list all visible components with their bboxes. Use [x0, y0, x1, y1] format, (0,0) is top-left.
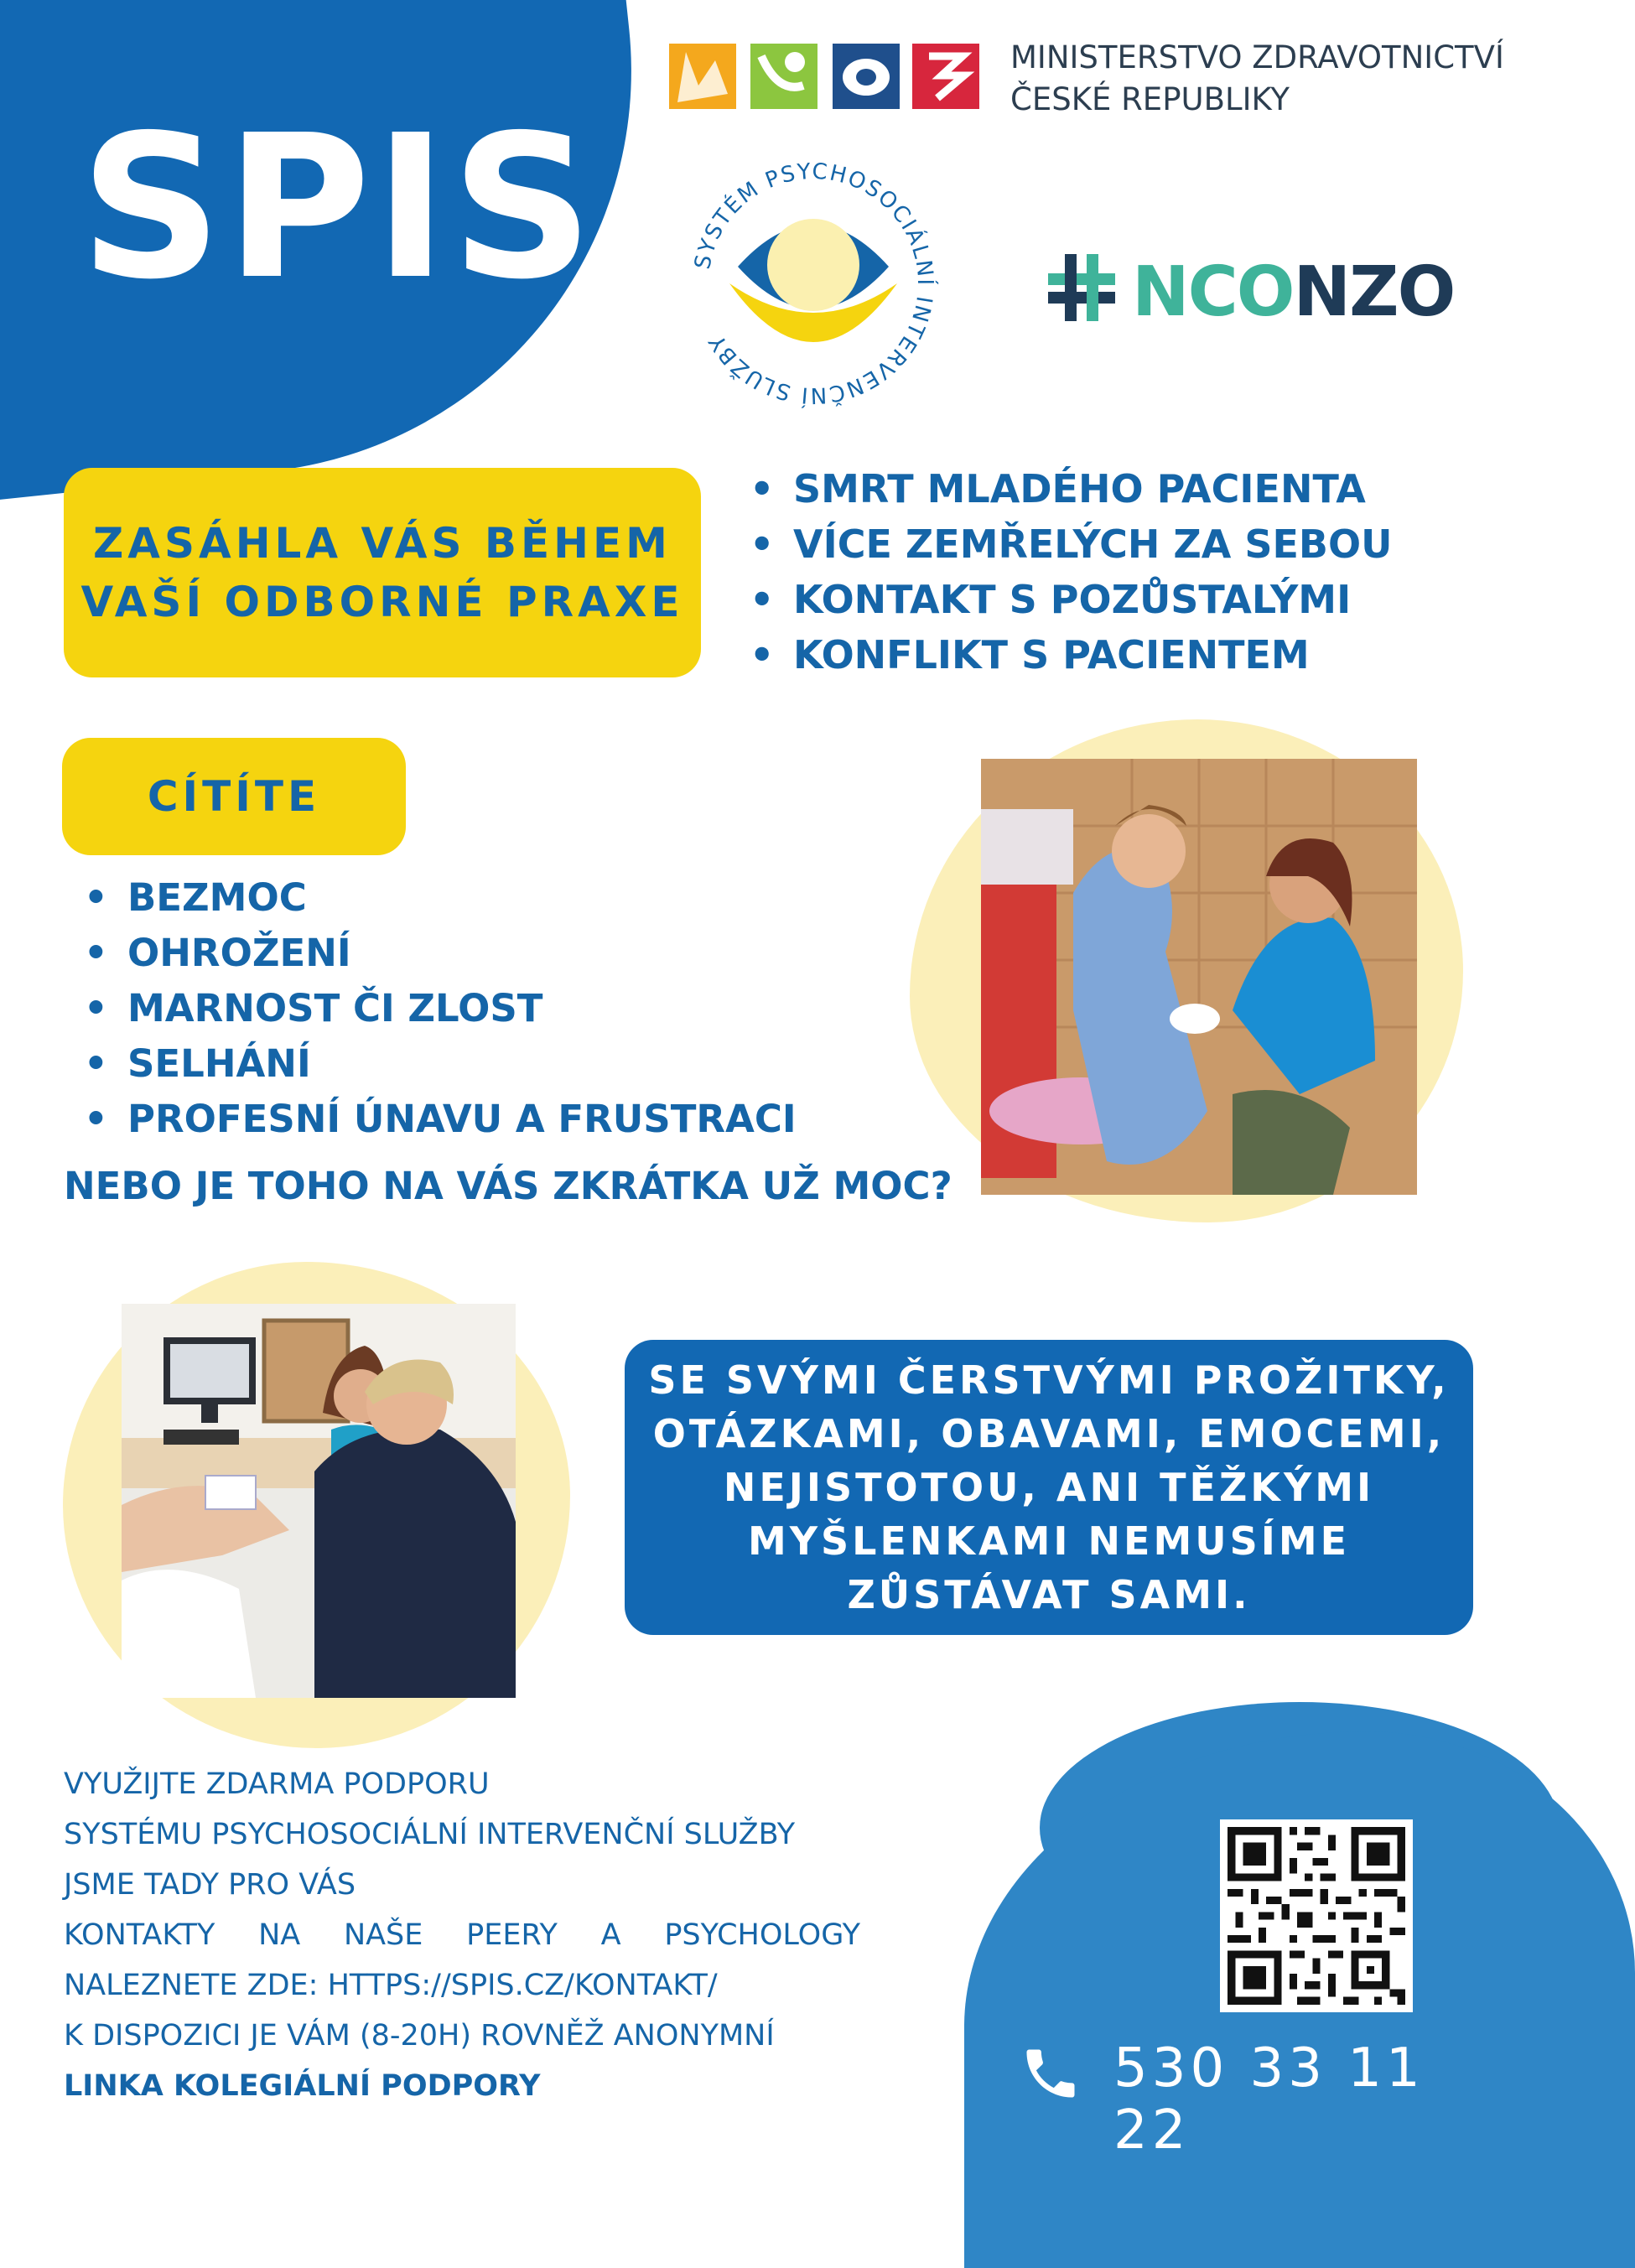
footer-word: PSYCHOLOGY [664, 1918, 860, 1952]
list-item: • KONFLIKT S PACIENTEM [746, 627, 1392, 682]
spis-logo-ring-text: SYSTÉM PSYCHOSOCIÁLNÍ INTERVENČNÍ SLUŽBY [690, 158, 938, 408]
trigger-box [64, 468, 701, 677]
footer-word: A [600, 1918, 621, 1952]
spis-eye-logo [675, 141, 952, 418]
list-item: • PROFESNÍ ÚNAVU A FRUSTRACI [80, 1092, 797, 1147]
situations-list [746, 461, 1392, 682]
list-item: • OHROŽENÍ [80, 926, 797, 981]
nconzo-logo [1040, 241, 1455, 334]
photo-meeting [122, 1304, 516, 1698]
feelings-label: CÍTÍTE [147, 772, 321, 821]
ministry-line2: ČESKÉ REPUBLIKY [1010, 81, 1290, 117]
trigger-line2: VAŠÍ ODBORNÉ PRAXE [80, 578, 684, 626]
ministry-name [1010, 37, 1504, 121]
footer-info [64, 1759, 860, 2111]
footer-line2: SYSTÉMU PSYCHOSOCIÁLNÍ INTERVENČNÍ SLUŽBY [64, 1818, 796, 1851]
trigger-line1: ZASÁHLA VÁS BĚHEM [93, 519, 672, 568]
message-box [625, 1340, 1473, 1635]
photo-consultation [981, 759, 1417, 1195]
footer-line1: VYUŽIJTE ZDARMA PODPORU [64, 1767, 490, 1801]
footer-contact-url[interactable]: NALEZNETE ZDE: HTTPS://SPIS.CZ/KONTAKT/ [64, 1969, 718, 2002]
footer-line4 [64, 1910, 860, 1960]
footer-line6: K DISPOZICI JE VÁM (8-20H) ROVNĚŽ ANONYMNÍ [64, 2019, 775, 2053]
svg-text:NCONZO [1132, 252, 1454, 332]
list-item: • VÍCE ZEMŘELÝCH ZA SEBOU [746, 516, 1392, 572]
ministry-line1: MINISTERSTVO ZDRAVOTNICTVÍ [1010, 39, 1504, 75]
qr-code[interactable] [1220, 1819, 1413, 2012]
message-line: NEJISTOTOU, ANI TĚŽKÝMI [723, 1465, 1375, 1510]
footer-word: NAŠE [343, 1918, 423, 1952]
nconzo-text-nco: NCO [1132, 252, 1294, 332]
spis-title: SPIS [80, 92, 597, 323]
phone-icon [1019, 2042, 1082, 2105]
list-item: • SELHÁNÍ [80, 1036, 797, 1092]
list-item: • BEZMOC [80, 870, 797, 926]
footer-line7: LINKA KOLEGIÁLNÍ PODPORY [64, 2069, 541, 2103]
phone-number[interactable]: 530 33 11 22 [1113, 2037, 1425, 2162]
footer-word: KONTAKTY [64, 1918, 215, 1952]
list-item: • MARNOST ČI ZLOST [80, 981, 797, 1036]
footer-word: PEERY [466, 1918, 558, 1952]
message-line: MYŠLENKAMI NEMUSÍME [747, 1518, 1351, 1564]
message-line: ZŮSTÁVAT SAMI. [847, 1572, 1251, 1617]
message-line: OTÁZKAMI, OBAVAMI, EMOCEMI, [652, 1411, 1446, 1456]
list-item: • KONTAKT S POZŮSTALÝMI [746, 572, 1392, 627]
photo-consultation-illustration [981, 759, 1417, 1195]
photo-meeting-illustration [122, 1304, 516, 1698]
feelings-list [80, 870, 797, 1147]
question-text: NEBO JE TOHO NA VÁS ZKRÁTKA UŽ MOC? [64, 1164, 952, 1208]
footer-line3: JSME TADY PRO VÁS [64, 1868, 356, 1902]
ministry-logo [669, 44, 979, 109]
nconzo-text-nzo: NZO [1293, 252, 1455, 332]
list-item: • SMRT MLADÉHO PACIENTA [746, 461, 1392, 516]
message-line: SE SVÝMI ČERSTVÝMI PROŽITKY, [648, 1357, 1450, 1403]
footer-word: NA [258, 1918, 301, 1952]
feelings-box [62, 738, 406, 855]
